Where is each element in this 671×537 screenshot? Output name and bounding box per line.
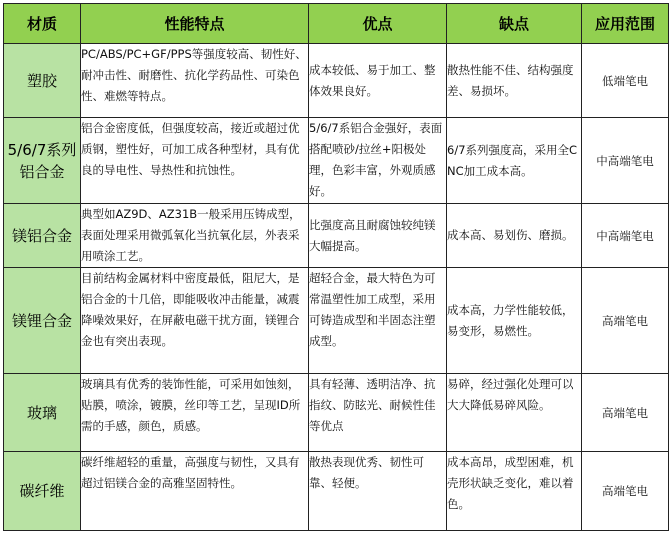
header-pros: 优点 (309, 4, 447, 44)
table-row (4, 452, 669, 531)
header-row (4, 4, 669, 44)
application-cell: 高端笔电 (582, 374, 669, 452)
table-row (4, 44, 669, 118)
application-cell: 低端笔电 (582, 44, 669, 118)
properties-cell: 目前结构金属材料中密度最低，阻尼大，是铝合金的十几倍，即能吸收冲击能量，减震降噪效果好，在屏蔽电磁干扰方面，镁锂合金也有突出表现。 (81, 268, 309, 374)
pros-cell: 比强度高且耐腐蚀较纯镁大幅提高。 (309, 204, 447, 268)
properties-cell: 典型如AZ9D、AZ31B一般采用压铸成型，表面处理采用微弧氧化当抗氧化层，外表采用喷涂工艺。 (81, 204, 309, 268)
material-cell: 碳纤维 (4, 452, 81, 531)
application-cell: 中高端笔电 (582, 118, 669, 204)
cons-cell: 成本高，力学性能较低，易变形，易燃性。 (447, 268, 582, 374)
material-cell: 5/6/7系列铝合金 (4, 118, 81, 204)
application-cell: 高端笔电 (582, 268, 669, 374)
material-cell: 塑胶 (4, 44, 81, 118)
properties-cell: 玻璃具有优秀的装饰性能，可采用如蚀刻，贴膜，喷涂，镀膜，丝印等工艺，呈现ID所需的手感，颜色，质感。 (81, 374, 309, 452)
table-row (4, 118, 669, 204)
table-row (4, 204, 669, 268)
cons-cell: 散热性能不佳、结构强度差、易损坏。 (447, 44, 582, 118)
header-material: 材质 (4, 4, 81, 44)
application-cell: 高端笔电 (582, 452, 669, 531)
material-cell: 镁铝合金 (4, 204, 81, 268)
pros-cell: 具有轻薄、透明洁净、抗指纹、防眩光、耐候性佳等优点 (309, 374, 447, 452)
cons-cell: 6/7系列强度高，采用全CNC加工成本高。 (447, 118, 582, 204)
table-row (4, 268, 669, 374)
material-cell: 镁锂合金 (4, 268, 81, 374)
header-cons: 缺点 (447, 4, 582, 44)
cons-cell: 成本高昂，成型困难，机壳形状缺乏变化，难以着色。 (447, 452, 582, 531)
pros-cell: 5/6/7系铝合金强好，表面搭配喷砂/拉丝+阳极处理，色彩丰富，外观质感好。 (309, 118, 447, 204)
pros-cell: 散热表现优秀、韧性可靠、轻便。 (309, 452, 447, 531)
properties-cell: PC/ABS/PC+GF/PPS等强度较高、韧性好、耐冲击性、耐磨性、抗化学药品性、可染色性、难燃等特点。 (81, 44, 309, 118)
material-comparison-table (3, 3, 669, 531)
pros-cell: 超轻合金，最大特色为可常温塑性加工成型，采用可铸造成型和半固态注塑成型。 (309, 268, 447, 374)
header-properties: 性能特点 (81, 4, 309, 44)
cons-cell: 成本高、易划伤、磨损。 (447, 204, 582, 268)
pros-cell: 成本较低、易于加工、整体效果良好。 (309, 44, 447, 118)
material-cell: 玻璃 (4, 374, 81, 452)
properties-cell: 碳纤维超轻的重量，高强度与韧性，又具有超过铝镁合金的高雅坚固特性。 (81, 452, 309, 531)
header-application: 应用范围 (582, 4, 669, 44)
cons-cell: 易碎，经过强化处理可以大大降低易碎风险。 (447, 374, 582, 452)
application-cell: 中高端笔电 (582, 204, 669, 268)
properties-cell: 铝合金密度低，但强度较高，接近或超过优质钢，塑性好，可加工成各种型材，具有优良的导电性、导热性和抗蚀性。 (81, 118, 309, 204)
table-row (4, 374, 669, 452)
